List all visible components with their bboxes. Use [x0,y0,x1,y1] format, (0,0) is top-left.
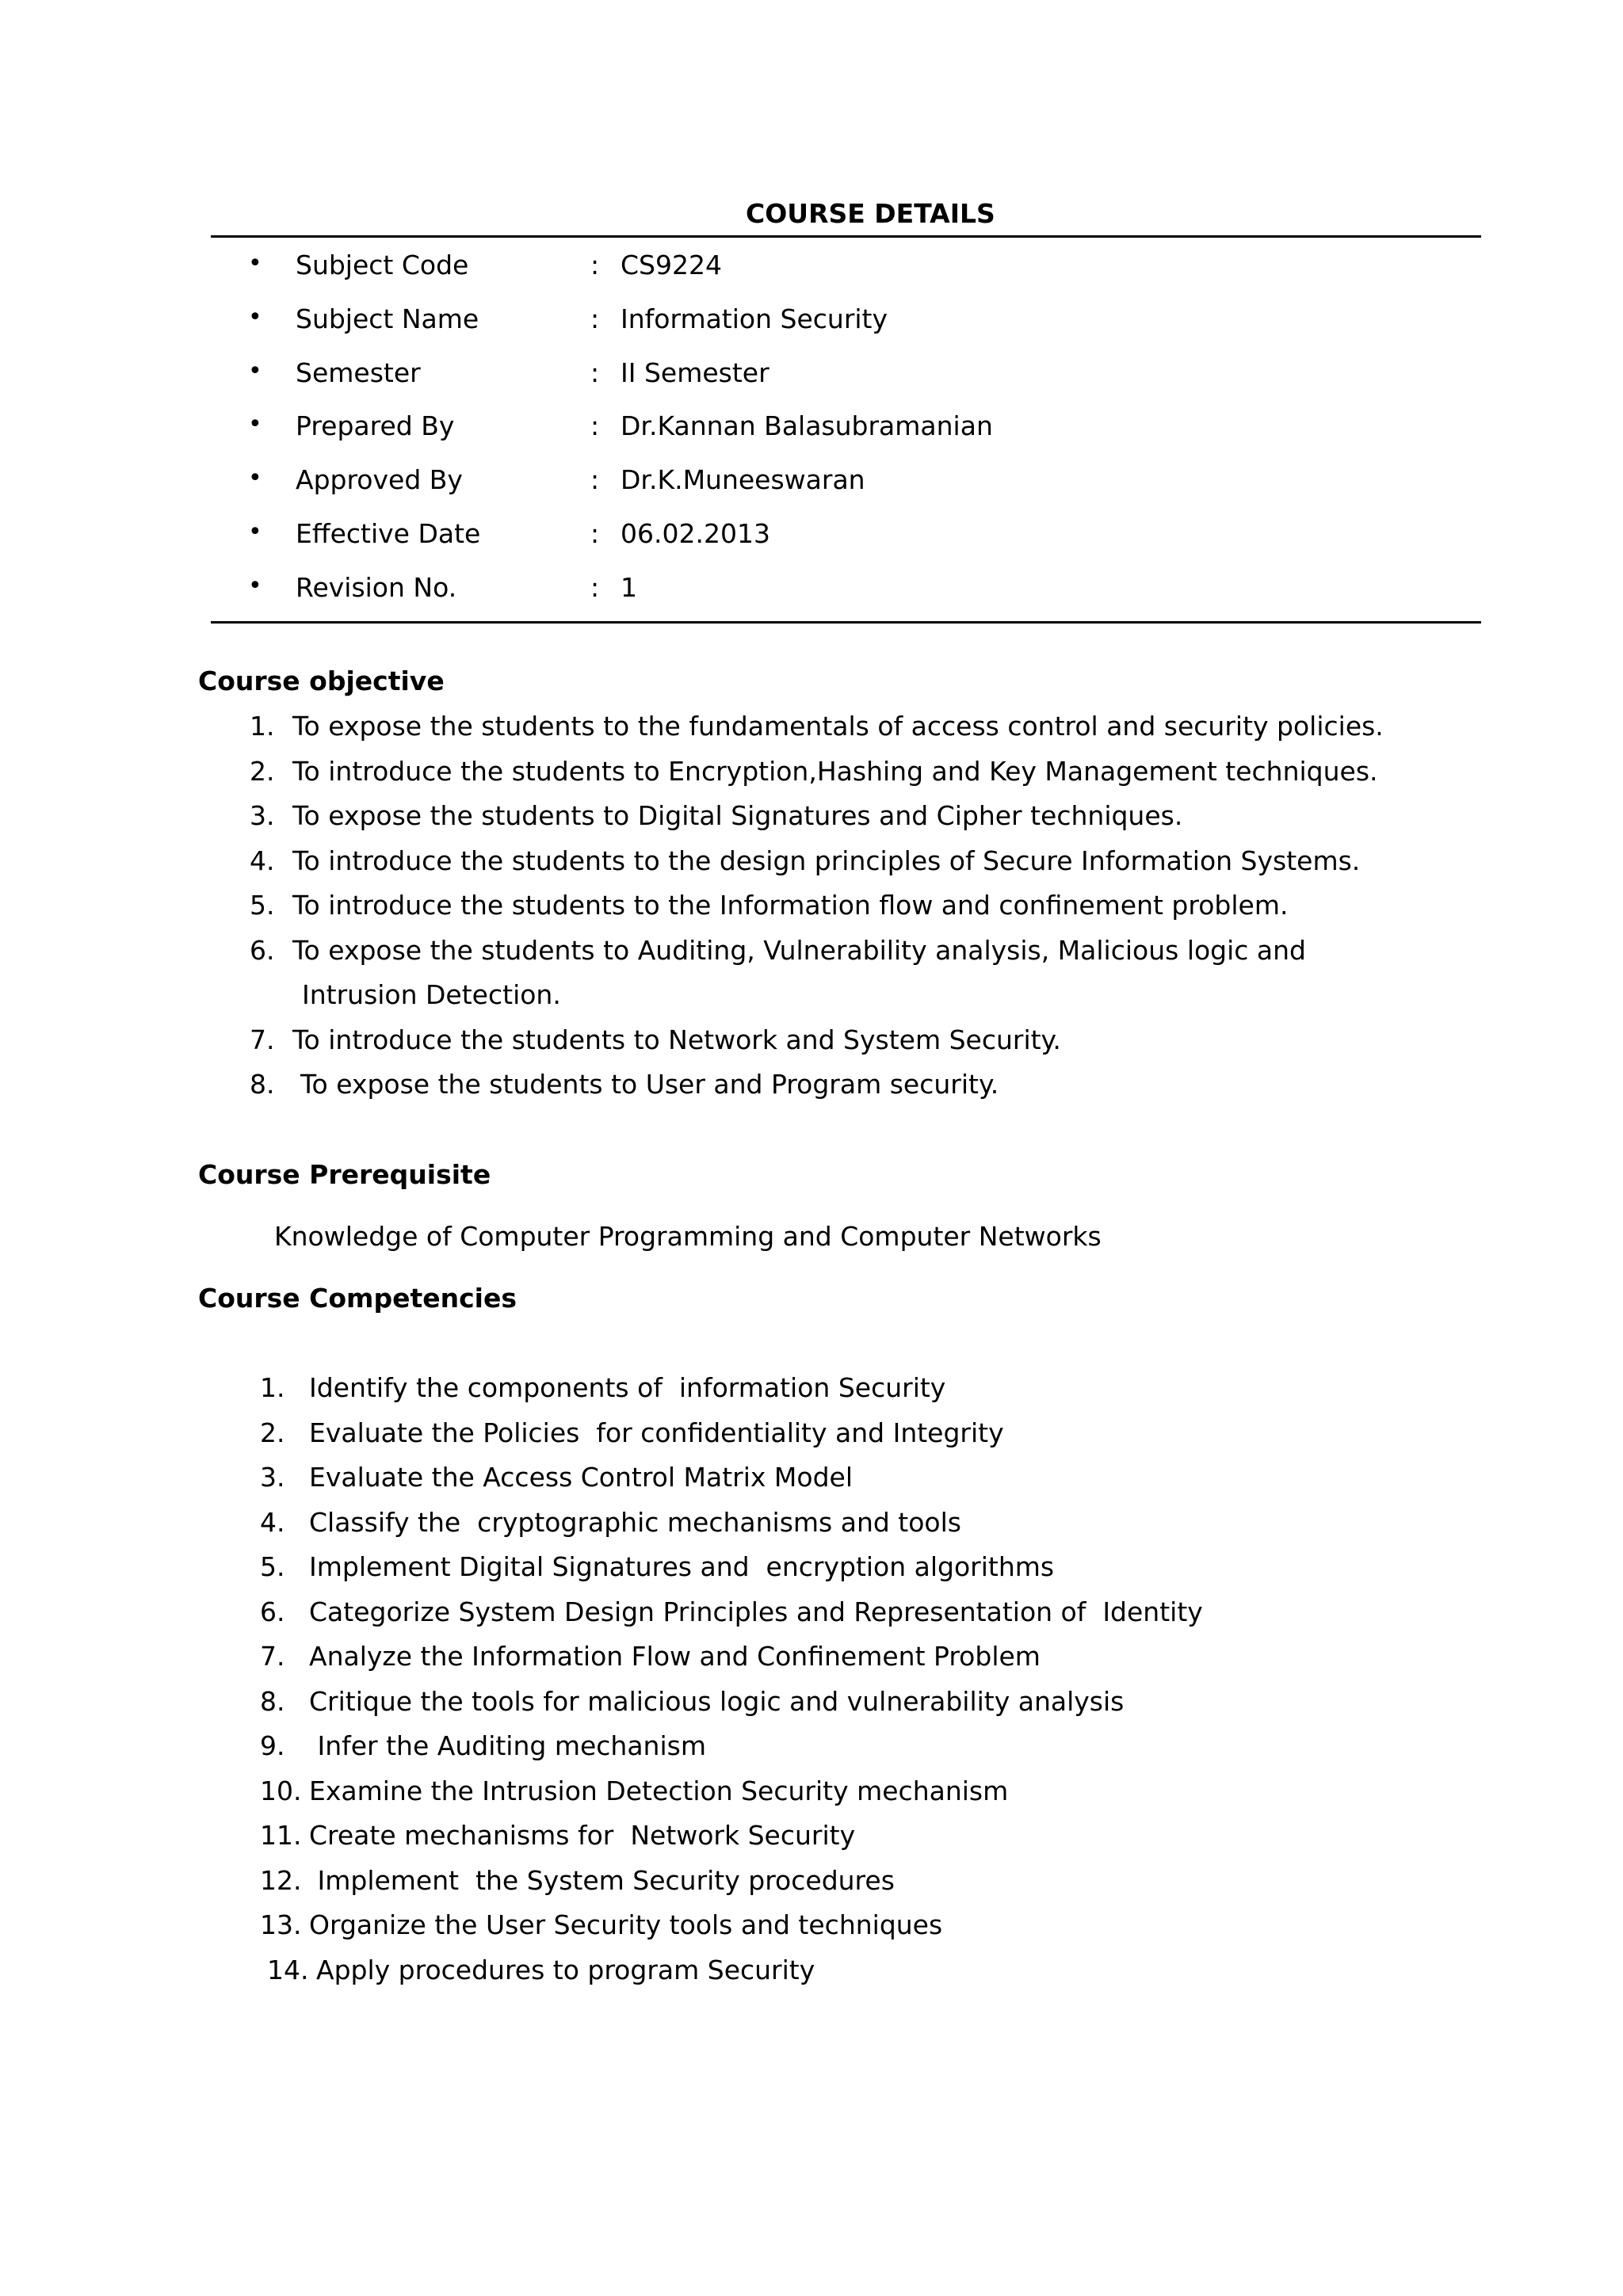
detail-row-subject-code [0,250,1623,281]
detail-value: 1 [621,572,637,603]
item-text: Examine the Intrusion Detection Security mechanism [309,1775,1009,1806]
detail-colon: : [590,303,600,334]
detail-label: Revision No. [296,572,457,603]
list-item [260,1820,856,1851]
item-number: 1. [250,711,275,742]
item-number: 7. [250,1024,275,1055]
item-number: 1. [260,1372,285,1403]
item-number: 8. [250,1069,275,1100]
item-text: To introduce the students to Encryption,Hashing and Key Management techniques. [292,756,1378,787]
item-text: Implement Digital Signatures and encryption algorithms [309,1551,1055,1582]
detail-label: Prepared By [296,410,455,441]
item-number: 10. [260,1775,302,1806]
bullet-icon: • [248,357,262,385]
item-text: Analyze the Information Flow and Confinement Problem [309,1641,1041,1672]
item-number: 11. [260,1820,302,1851]
detail-row-revision-no [0,572,1623,604]
list-item [250,845,1361,876]
list-item [250,1024,1061,1055]
detail-colon: : [590,464,600,495]
item-text: To introduce the students to Network and System Security. [292,1024,1061,1055]
detail-value: 06.02.2013 [621,518,770,549]
list-item [260,1372,946,1403]
list-item [260,1909,943,1940]
detail-value: Information Security [621,303,888,334]
detail-label: Approved By [296,464,463,495]
list-item [260,1775,1009,1806]
detail-label: Subject Code [296,250,469,280]
item-text: Organize the User Security tools and techniques [309,1909,943,1940]
list-item [260,1417,1004,1448]
list-item [260,1507,961,1538]
detail-value: Dr.K.Muneeswaran [621,464,865,495]
prerequisite-text: Knowledge of Computer Programming and Computer Networks [274,1221,1102,1252]
detail-label: Subject Name [296,303,479,334]
item-text: To expose the students to User and Program security. [300,1069,999,1100]
detail-row-subject-name [0,303,1623,335]
item-text: Critique the tools for malicious logic and vulnerability analysis [309,1686,1125,1717]
item-text: Create mechanisms for Network Security [309,1820,856,1851]
list-item [260,1551,1055,1582]
list-item [250,935,1307,966]
item-number: 2. [260,1417,285,1448]
list-item [260,1730,706,1761]
item-number: 12. [260,1865,302,1896]
detail-row-approved-by [0,464,1623,496]
bottom-divider [211,621,1481,624]
item-text: To introduce the students to the design principles of Secure Information Systems. [292,845,1361,876]
bullet-icon: • [248,303,262,331]
top-divider [211,235,1481,238]
item-text: Evaluate the Access Control Matrix Model [309,1462,853,1493]
detail-value: II Semester [621,357,769,388]
detail-colon: : [590,518,600,549]
list-item [260,1641,1041,1672]
detail-colon: : [590,410,600,441]
item-text: Evaluate the Policies for confidentiality and Integrity [309,1417,1004,1448]
objective-heading: Course objective [198,666,445,696]
list-item [260,1596,1203,1627]
detail-value: Dr.Kannan Balasubramanian [621,410,993,441]
detail-colon: : [590,250,600,280]
item-number: 14. [267,1955,309,1985]
item-number: 2. [250,756,275,787]
item-text: Implement the System Security procedures [309,1865,895,1896]
item-number: 5. [260,1551,285,1582]
list-item [250,890,1289,921]
list-item [260,1686,1125,1717]
item-number: 9. [260,1730,285,1761]
list-item [250,1069,999,1100]
bullet-icon: • [248,572,262,600]
competencies-heading: Course Competencies [198,1283,517,1314]
item-text: Apply procedures to program Security [316,1955,815,1985]
detail-value: CS9224 [621,250,722,280]
prerequisite-heading: Course Prerequisite [198,1159,491,1190]
detail-colon: : [590,357,600,388]
detail-row-effective-date [0,518,1623,550]
item-text: Infer the Auditing mechanism [309,1730,706,1761]
list-item [250,800,1183,831]
detail-row-semester [0,357,1623,389]
list-item [260,1867,895,1894]
detail-label: Semester [296,357,421,388]
item-text: Identify the components of information Security [309,1372,946,1403]
item-number: 6. [260,1596,285,1627]
bullet-icon: • [248,464,262,492]
list-item [260,1462,853,1493]
item-number: 5. [250,890,275,921]
item-number: 3. [260,1462,285,1493]
list-item [267,1957,815,1983]
item-text: To introduce the students to the Information flow and confinement problem. [292,890,1289,921]
item-text: To expose the students to the fundamentals of access control and security policies. [292,711,1384,742]
list-item-continuation [302,979,561,1010]
bullet-icon: • [248,250,262,277]
detail-colon: : [590,572,600,603]
bullet-icon: • [248,518,262,546]
item-text: To expose the students to Digital Signatures and Cipher techniques. [292,800,1183,831]
bullet-icon: • [248,410,262,438]
list-item [250,711,1384,742]
item-text: Classify the cryptographic mechanisms and tools [309,1507,961,1538]
item-number: 13. [260,1909,302,1940]
detail-label: Effective Date [296,518,481,549]
item-number: 4. [250,845,275,876]
item-number: 7. [260,1641,285,1672]
item-number: 4. [260,1507,285,1538]
item-number: 8. [260,1686,285,1717]
item-number: 6. [250,935,275,966]
item-text: Categorize System Design Principles and Representation of Identity [309,1596,1203,1627]
list-item [250,756,1378,787]
item-text: Intrusion Detection. [302,979,561,1010]
detail-row-prepared-by [0,410,1623,442]
item-number: 3. [250,800,275,831]
page-title: COURSE DETAILS [746,198,995,229]
item-text: To expose the students to Auditing, Vulnerability analysis, Malicious logic and [292,935,1307,966]
